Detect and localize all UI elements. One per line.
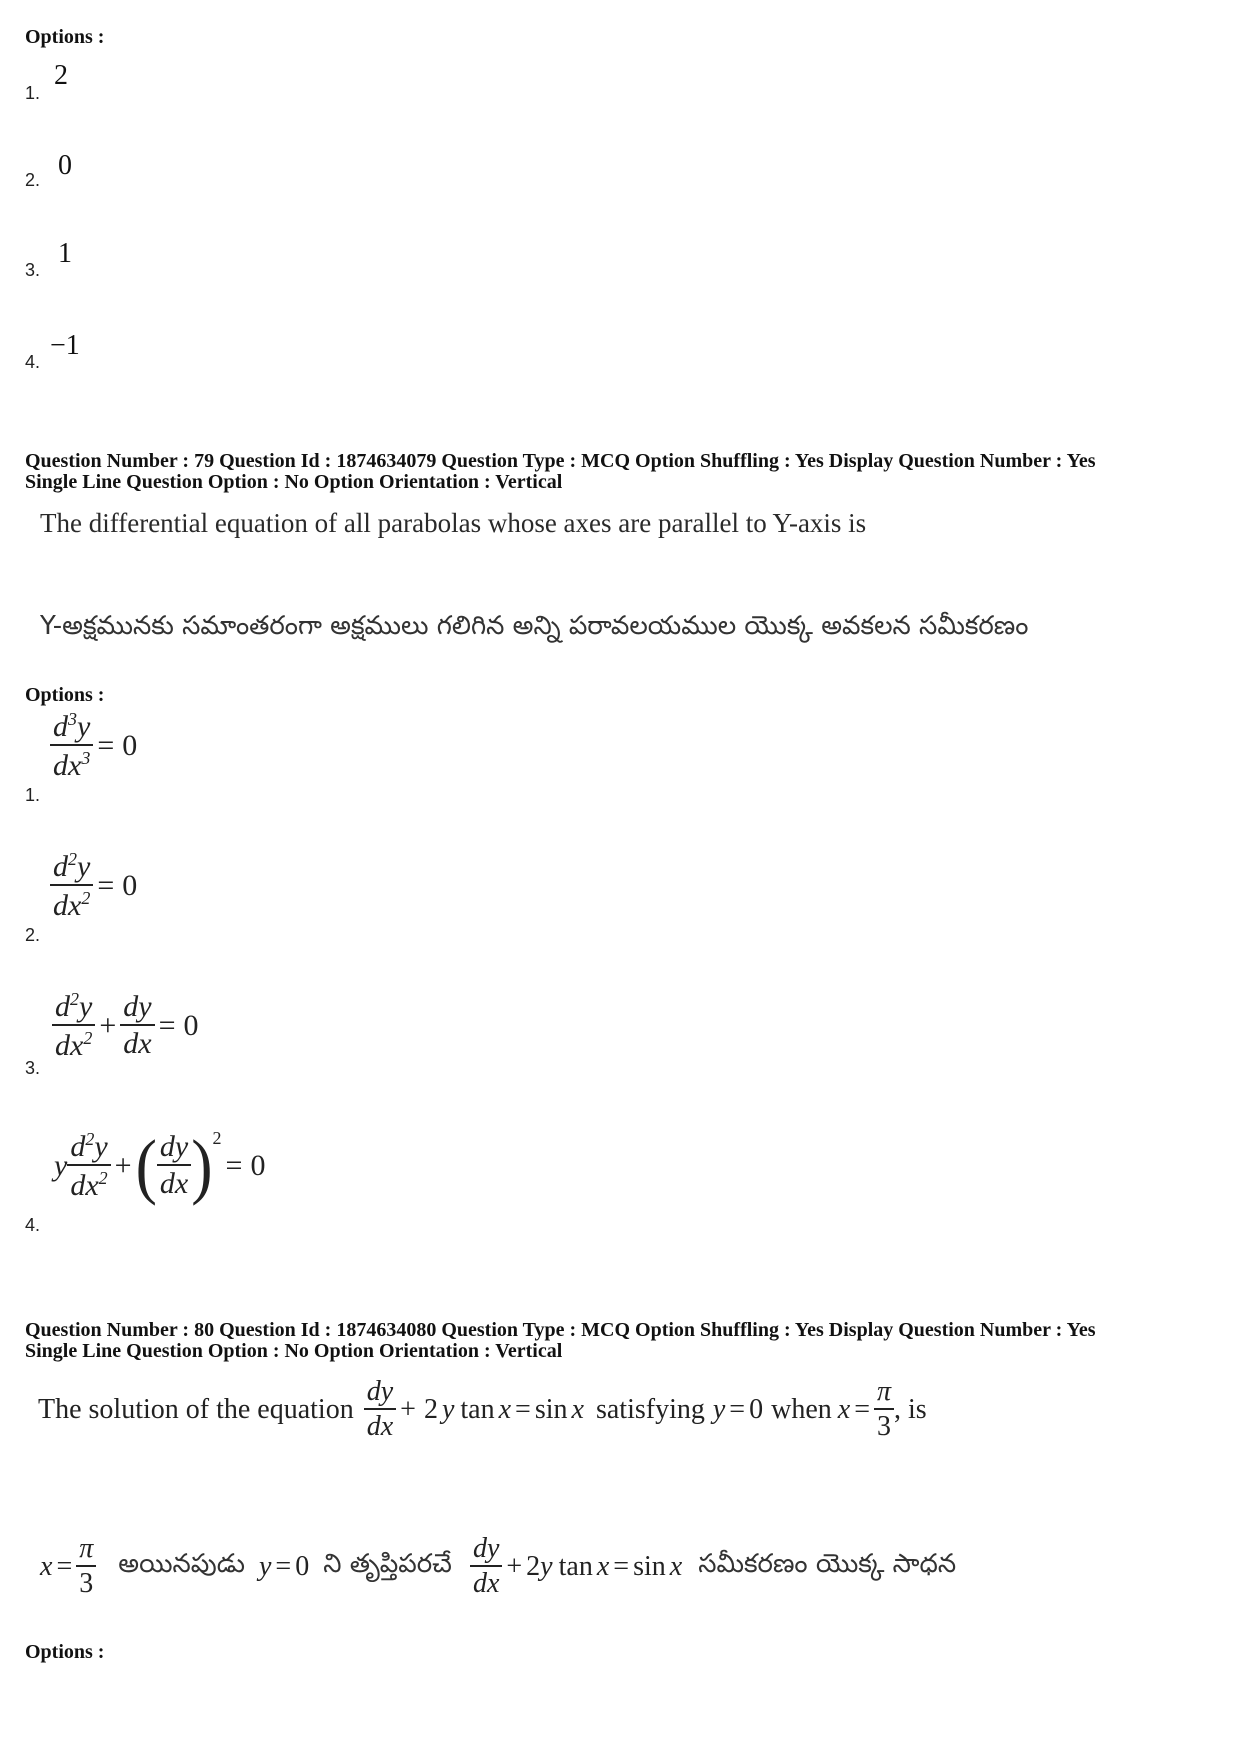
question-header: Single Line Question Option : No Option Orientation : Vertical [25, 471, 563, 493]
question-text-english: The differential equation of all parabolas whose axes are parallel to Y-axis is [40, 508, 867, 538]
option-number: 1. [25, 785, 41, 805]
option-value: 0 [58, 150, 72, 181]
telugu-tail: సమీకరణం యొక్క సాధన [698, 1548, 957, 1579]
option-value: 1 [58, 238, 72, 269]
fraction: $\frac{dy}{dx}$ [120, 992, 154, 1059]
question-text-telugu: Y-అక్షమునకు సమాంతరంగా అక్షములు గలిగిన అన్ని పరావలయముల యొక్క అవకలన సమీకరణం [40, 611, 1029, 641]
option-1-equation: $\frac{d^3y}{dx^3}$ = 0 [50, 710, 141, 781]
telugu-satisfying: ని తృప్తిపరచే [323, 1548, 452, 1579]
options-label: Options : [25, 684, 105, 706]
question-text-prefix: The solution of the equation [38, 1393, 354, 1425]
telugu-when: అయినపుడు [118, 1548, 245, 1579]
option-number: 3. [25, 1058, 41, 1078]
fraction: $\frac{dy}{dx}$ [157, 1132, 191, 1199]
option-number: 4. [25, 1215, 41, 1235]
question-text-english: The solution of the equation $\frac{dy}{dx}$ + 2 y tan x = sin x satisfying y = 0 when x = $\frac{\pi}{3}$ , is [38, 1376, 927, 1442]
fraction: $\frac{dy}{dx}$ [470, 1535, 502, 1598]
question-header: Question Number : 79 Question Id : 1874634079 Question Type : MCQ Option Shuffling : Yes Display Question Number : Yes [25, 450, 1096, 472]
option-number: 1. [25, 83, 41, 103]
fraction: $\frac{d^2y}{dx^2}$ [67, 1130, 110, 1201]
fraction: $\frac{d^2y}{dx^2}$ [50, 850, 93, 921]
option-3-equation: $\frac{d^2y}{dx^2}$ + $\frac{dy}{dx}$ = 0 [52, 990, 203, 1061]
question-header: Single Line Question Option : No Option Orientation : Vertical [25, 1340, 563, 1362]
fraction: $\frac{dy}{dx}$ [364, 1378, 396, 1441]
options-label: Options : [25, 1641, 105, 1663]
fraction: $\frac{\pi}{3}$ [76, 1535, 96, 1598]
question-text-when: when [771, 1393, 832, 1425]
option-value: 2 [54, 60, 68, 91]
fraction: $\frac{d^2y}{dx^2}$ [52, 990, 95, 1061]
question-text-suffix: , is [894, 1393, 927, 1425]
question-header: Question Number : 80 Question Id : 1874634080 Question Type : MCQ Option Shuffling : Yes Display Question Number : Yes [25, 1319, 1096, 1341]
fraction: $\frac{\pi}{3}$ [874, 1378, 894, 1441]
option-number: 4. [25, 352, 41, 372]
question-text-telugu: x = $\frac{\pi}{3}$ అయినపుడు y = 0 ని తృప్తిపరచే $\frac{dy}{dx}$ + 2 y tan x = sin x సమీకరణం యొక్క సాధన [40, 1533, 957, 1599]
fraction: $\frac{d^3y}{dx^3}$ [50, 710, 93, 781]
option-2-equation: $\frac{d^2y}{dx^2}$ = 0 [50, 850, 141, 921]
option-number: 2. [25, 925, 41, 945]
option-number: 2. [25, 170, 41, 190]
option-4-equation: y $\frac{d^2y}{dx^2}$ + ( $\frac{dy}{dx}$ ) $^2$ = 0 [54, 1124, 266, 1206]
option-number: 3. [25, 260, 41, 280]
question-text-satisfying: satisfying [595, 1393, 705, 1425]
options-label: Options : [25, 26, 105, 48]
option-value: −1 [50, 330, 80, 361]
